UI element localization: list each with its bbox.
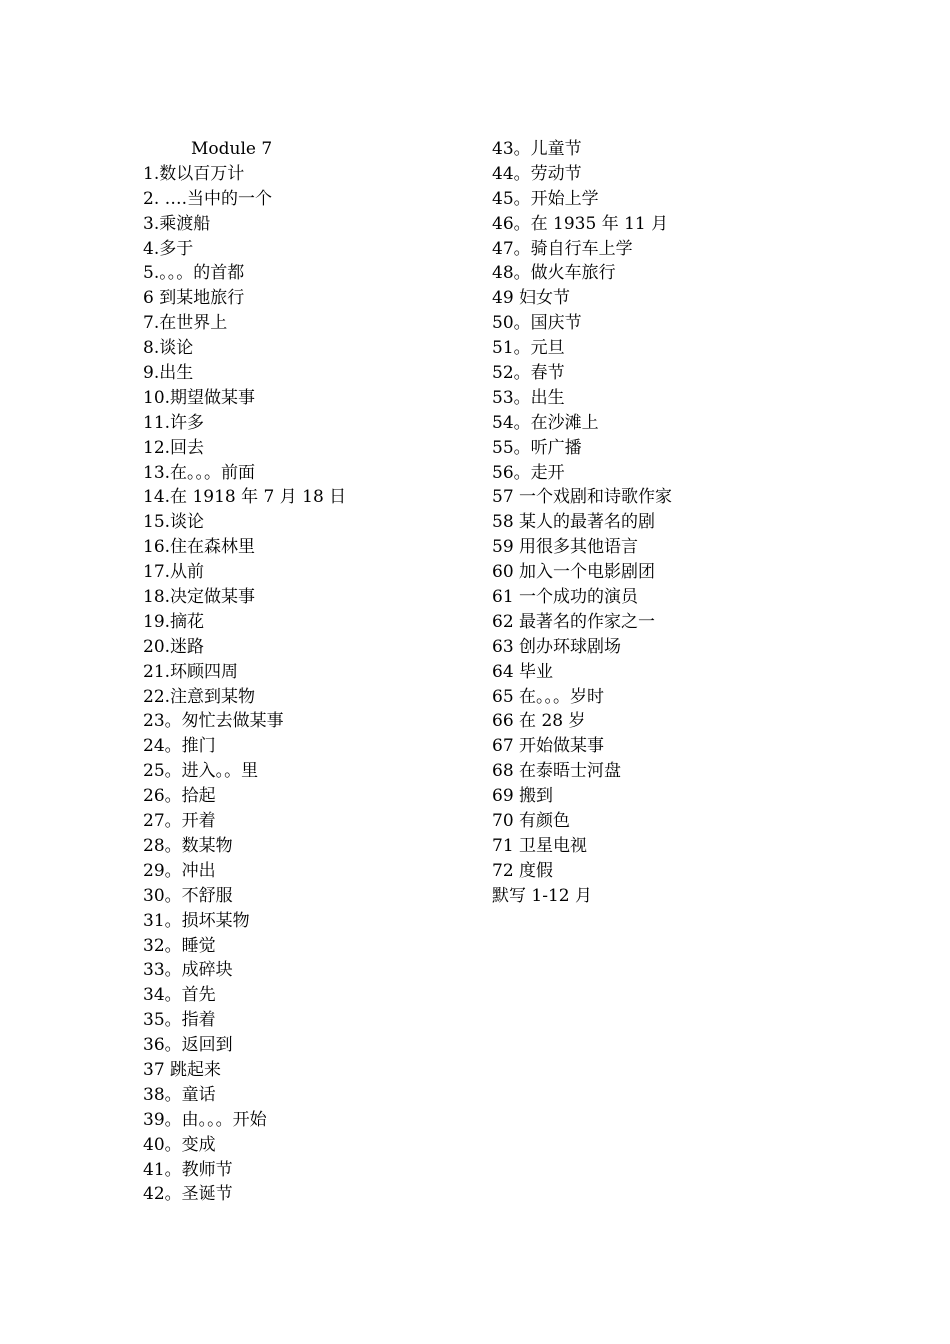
vocabulary-item: 22.注意到某物 [143, 686, 256, 707]
vocabulary-item: 71 卫星电视 [492, 835, 588, 856]
vocabulary-item: 默写 1-12 月 [492, 885, 592, 906]
module-title: Module 7 [191, 139, 273, 159]
vocabulary-item: 33。成碎块 [143, 960, 233, 981]
vocabulary-item: 43。儿童节 [492, 139, 582, 159]
vocabulary-item: 38。童话 [143, 1084, 216, 1105]
vocabulary-item: 40。变成 [143, 1134, 216, 1155]
vocabulary-item: 31。损坏某物 [143, 910, 250, 931]
vocabulary-item: 52。春节 [492, 363, 565, 384]
vocabulary-item: 17.从前 [143, 562, 205, 583]
vocabulary-item: 19.摘花 [143, 611, 205, 632]
vocabulary-item: 29。冲出 [143, 860, 216, 881]
vocabulary-item: 23。匆忙去做某事 [143, 711, 284, 732]
vocabulary-item: 53。出生 [492, 387, 565, 408]
vocabulary-item: 21.环顾四周 [143, 661, 239, 682]
vocabulary-item: 4.多于 [143, 238, 194, 259]
vocabulary-item: 11.许多 [143, 412, 205, 433]
right-column [492, 137, 822, 909]
vocabulary-item: 32。睡觉 [143, 935, 216, 956]
vocabulary-item: 48。做火车旅行 [492, 263, 616, 284]
vocabulary-item: 34。首先 [143, 985, 216, 1006]
vocabulary-item: 39。由。。。开始 [143, 1109, 267, 1130]
vocabulary-item: 2. ….当中的一个 [143, 188, 273, 209]
vocabulary-item: 20.迷路 [143, 636, 205, 657]
vocabulary-item: 5.。。。的首都 [143, 263, 245, 284]
vocabulary-item: 28。数某物 [143, 835, 233, 856]
right-item-list [492, 137, 822, 909]
vocabulary-item: 7.在世界上 [143, 313, 228, 334]
vocabulary-item: 26。拾起 [143, 786, 216, 807]
vocabulary-item: 51。元旦 [492, 338, 565, 359]
vocabulary-item: 44。劳动节 [492, 163, 582, 184]
vocabulary-item: 68 在泰晤士河盘 [492, 761, 622, 782]
vocabulary-item: 56。走开 [492, 462, 565, 483]
vocabulary-item: 65 在。。。岁时 [492, 686, 605, 707]
vocabulary-item: 46。在 1935 年 11 月 [492, 213, 669, 234]
vocabulary-item: 9.出生 [143, 363, 194, 384]
vocabulary-item: 36。返回到 [143, 1035, 233, 1056]
vocabulary-item: 49 妇女节 [492, 288, 571, 309]
vocabulary-item: 47。骑自行车上学 [492, 238, 633, 259]
vocabulary-item: 15.谈论 [143, 512, 205, 533]
vocabulary-item: 67 开始做某事 [492, 736, 605, 757]
vocabulary-item: 66 在 28 岁 [492, 711, 586, 732]
vocabulary-item: 25。进入。。里 [143, 761, 259, 782]
vocabulary-item: 61 一个成功的演员 [492, 587, 639, 608]
vocabulary-item: 10.期望做某事 [143, 387, 256, 408]
vocabulary-item: 14.在 1918 年 7 月 18 日 [143, 487, 347, 508]
vocabulary-item: 24。推门 [143, 736, 216, 757]
vocabulary-item: 27。开着 [143, 811, 216, 832]
vocabulary-item: 41。教师节 [143, 1159, 233, 1180]
vocabulary-item: 1.数以百万计 [143, 163, 245, 184]
vocabulary-item: 45。开始上学 [492, 188, 599, 209]
vocabulary-item: 63 创办环球剧场 [492, 636, 622, 657]
vocabulary-item: 13.在。。。前面 [143, 462, 256, 483]
vocabulary-item: 50。国庆节 [492, 313, 582, 334]
vocabulary-item: 8.谈论 [143, 338, 194, 359]
vocabulary-item: 16.住在森林里 [143, 537, 256, 558]
vocabulary-item: 42。圣诞节 [143, 1184, 233, 1205]
vocabulary-item: 60 加入一个电影剧团 [492, 562, 656, 583]
vocabulary-item: 30。不舒服 [143, 885, 233, 906]
left-column [143, 137, 463, 1207]
vocabulary-item: 70 有颜色 [492, 811, 571, 832]
vocabulary-item: 57 一个戏剧和诗歌作家 [492, 487, 673, 508]
vocabulary-item: 12.回去 [143, 437, 205, 458]
vocabulary-item: 64 毕业 [492, 661, 554, 682]
vocabulary-item: 54。在沙滩上 [492, 412, 599, 433]
vocabulary-item: 55。听广播 [492, 437, 582, 458]
vocabulary-item: 59 用很多其他语言 [492, 537, 639, 558]
vocabulary-item: 35。指着 [143, 1010, 216, 1031]
vocabulary-item: 69 搬到 [492, 786, 554, 807]
vocabulary-item: 72 度假 [492, 860, 554, 881]
vocabulary-item: 6 到某地旅行 [143, 288, 245, 309]
vocabulary-item: 58 某人的最著名的剧 [492, 512, 656, 533]
vocabulary-item: 62 最著名的作家之一 [492, 611, 656, 632]
vocabulary-item: 3.乘渡船 [143, 213, 211, 234]
vocabulary-item: 37 跳起来 [143, 1059, 222, 1080]
left-item-list [143, 162, 463, 1207]
vocabulary-item: 18.决定做某事 [143, 587, 256, 608]
